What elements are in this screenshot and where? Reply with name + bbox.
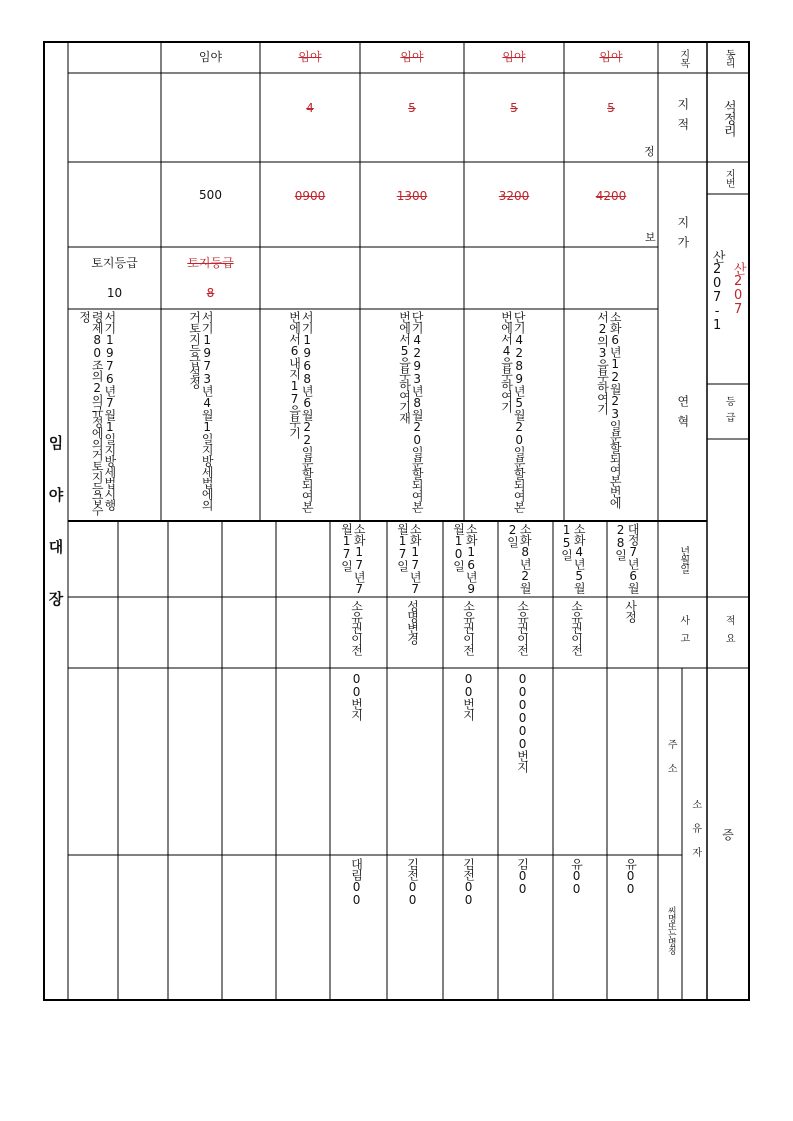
jijeok-col-5: 5 — [510, 100, 518, 115]
jimok-col-1: 임야 — [198, 50, 223, 65]
yeonhyeok-col-2-text: 서기1973년4월1일지방세법에의거토지등급설정 — [188, 311, 215, 510]
owner-6-juso — [624, 672, 644, 852]
owner-1-sago-text: 소유권이전 — [349, 600, 364, 655]
jibeon-value-text: 산207-1 — [709, 250, 725, 332]
yeonhyeok-col-1-text: 서기1976년7월1일지방세법시행령제80조의2의규정에의거토지등급수정 — [78, 311, 117, 515]
owner-6-name — [624, 858, 644, 998]
title-char-3: 대 — [48, 538, 64, 557]
yeonhyeok-col-6-text: 소화6년12월23일분할되여본번에서2의3을부하여기 — [596, 311, 623, 508]
owner-1-juso-text: 00번지 — [349, 672, 364, 720]
dongri-label-text: 동리 — [723, 48, 735, 67]
owner-3-sago — [462, 600, 482, 666]
owner-6-sago — [624, 600, 644, 666]
deunggeup-label-col-1: 토지등급 — [91, 255, 138, 270]
yeonhyeok-col-4 — [398, 311, 458, 519]
jimok-col-6: 임야 — [599, 50, 623, 65]
yeonhyeok-col-1 — [78, 311, 158, 519]
owner-5-date — [560, 523, 606, 595]
owner-1-date-text: 소화17년7월17일 — [340, 523, 367, 595]
owner-4-name-text: 김00 — [515, 858, 530, 895]
yeonhyeok-col-3 — [288, 311, 354, 519]
jiga-col-6: 4200 — [595, 188, 627, 203]
deunggeup-col-1: 10 — [106, 285, 123, 300]
jiga-label — [658, 162, 707, 309]
owner-2-juso — [406, 672, 426, 852]
yeonhyeok-col-3-text: 서기1968년6월22일분할되여본번에서6내지17을부기 — [288, 311, 315, 512]
date-label-text: 년월일 — [677, 545, 689, 573]
owner-4-sago — [516, 600, 536, 666]
jijeok-unit: 정 — [644, 145, 655, 158]
juso-label — [658, 728, 682, 798]
jiga-col-5: 3200 — [498, 188, 530, 203]
owner-1-name-text: 대림00 — [349, 858, 364, 906]
deunggeup-label — [707, 384, 749, 439]
jijeok-label — [658, 73, 707, 162]
name-label — [658, 880, 682, 980]
owner-3-juso — [462, 672, 482, 852]
owner-5-name — [570, 858, 590, 998]
sago-label — [658, 597, 707, 668]
owner-3-name-text: 김전00 — [461, 858, 476, 906]
jeokyo-label-text: 적요 — [723, 614, 735, 651]
owner-1-name — [350, 858, 370, 998]
dongri-value-text: 석정리 — [720, 99, 736, 136]
jijeok-col-3: 4 — [306, 100, 314, 115]
jiga-unit: 보 — [645, 231, 656, 244]
owner-1-juso — [350, 672, 370, 852]
yeonhyeok-label — [658, 309, 707, 521]
jibeon-value — [710, 250, 724, 380]
owner-3-date-text: 소화16년9월10일 — [452, 523, 479, 595]
title-char-2: 야 — [48, 486, 64, 505]
owner-4-date — [506, 523, 552, 595]
jiga-col-3: 0900 — [294, 188, 326, 203]
jimok-label-text: 지목 — [677, 48, 689, 67]
owner-5-sago-text: 소유권이전 — [569, 600, 584, 655]
yeonhyeok-col-5 — [500, 311, 558, 519]
jibeon-label — [707, 162, 749, 194]
soyuja-label-text: 소유자 — [689, 799, 701, 871]
owner-6-sago-text: 사정 — [623, 600, 638, 622]
dongri-label — [707, 42, 749, 73]
jimok-col-5: 임야 — [502, 50, 526, 65]
owner-3-juso-text: 00번지 — [461, 672, 476, 720]
jimok-col-3: 임야 — [298, 50, 322, 65]
owner-3-date — [452, 523, 498, 595]
jibeon-label-text: 지번 — [723, 169, 735, 187]
owner-2-sago — [406, 600, 426, 666]
owner-4-juso-text: 000000번지 — [515, 672, 530, 772]
jijeok-col-6: 5 — [607, 100, 615, 115]
yeonhyeok-col-5-text: 단기4289년5월20일분할되여본번에서4을부하여기 — [500, 311, 527, 512]
jiga-label-text: 지가 — [675, 215, 690, 256]
owner-2-date-text: 소화17년7월17일 — [396, 523, 423, 595]
yeonhyeok-label-text: 연혁 — [675, 395, 690, 435]
deunggeup-col-2: 8 — [206, 285, 215, 300]
jibeon-value-red-text: 산207 — [730, 262, 746, 316]
owner-1-date — [340, 523, 386, 595]
owner-2-name-text: 김전00 — [405, 858, 420, 906]
jeokyo-label — [707, 597, 749, 668]
yeonhyeok-col-2 — [188, 311, 254, 519]
owner-1-sago — [350, 600, 370, 666]
owner-3-sago-text: 소유권이전 — [461, 600, 476, 655]
date-label — [658, 521, 707, 597]
title-char-1: 임 — [48, 434, 64, 453]
deunggeup-label-col-2: 토지등급 — [187, 255, 234, 270]
dongri-value — [707, 73, 749, 162]
juso-label-text: 주소 — [665, 739, 677, 787]
owner-6-date-text: 대정7년6월28일 — [614, 523, 641, 593]
deunggeup-label-text: 등급 — [723, 395, 735, 428]
owner-6-name-text: 유00 — [623, 858, 638, 895]
owner-2-sago-text: 성명변경 — [405, 600, 420, 644]
owner-5-juso — [570, 672, 590, 852]
owner-4-juso — [516, 672, 536, 852]
jeung-label: 증 — [722, 827, 734, 842]
jimok-col-4: 임야 — [400, 50, 424, 65]
owner-5-sago — [570, 600, 590, 666]
jibeon-value-red — [731, 262, 745, 362]
jiga-col-4: 1300 — [396, 188, 428, 203]
yeonhyeok-col-4-text: 단기4293년8월20일분할되여본번에서5을부하여기재 — [398, 311, 425, 512]
owner-4-sago-text: 소유권이전 — [515, 600, 530, 655]
jiga-col-1: 500 — [199, 187, 222, 202]
soyuja-label — [682, 780, 707, 890]
jijeok-label-text: 지적 — [675, 97, 690, 138]
sago-label-text: 사고 — [677, 614, 689, 651]
owner-2-date — [396, 523, 442, 595]
owner-2-name — [406, 858, 426, 998]
owner-5-name-text: 유00 — [569, 858, 584, 895]
owner-6-date — [614, 523, 658, 595]
title-char-4: 장 — [48, 590, 64, 609]
jimok-label — [658, 42, 707, 73]
owner-4-name — [516, 858, 536, 998]
owner-3-name — [462, 858, 482, 998]
name-label-text: 씨명또는명칭 — [665, 906, 676, 954]
owner-5-date-text: 소화4년5월15일 — [560, 523, 587, 593]
owner-4-date-text: 소화8년2월2일 — [506, 523, 533, 593]
yeonhyeok-col-6 — [596, 311, 654, 519]
jijeok-col-4: 5 — [408, 100, 416, 115]
